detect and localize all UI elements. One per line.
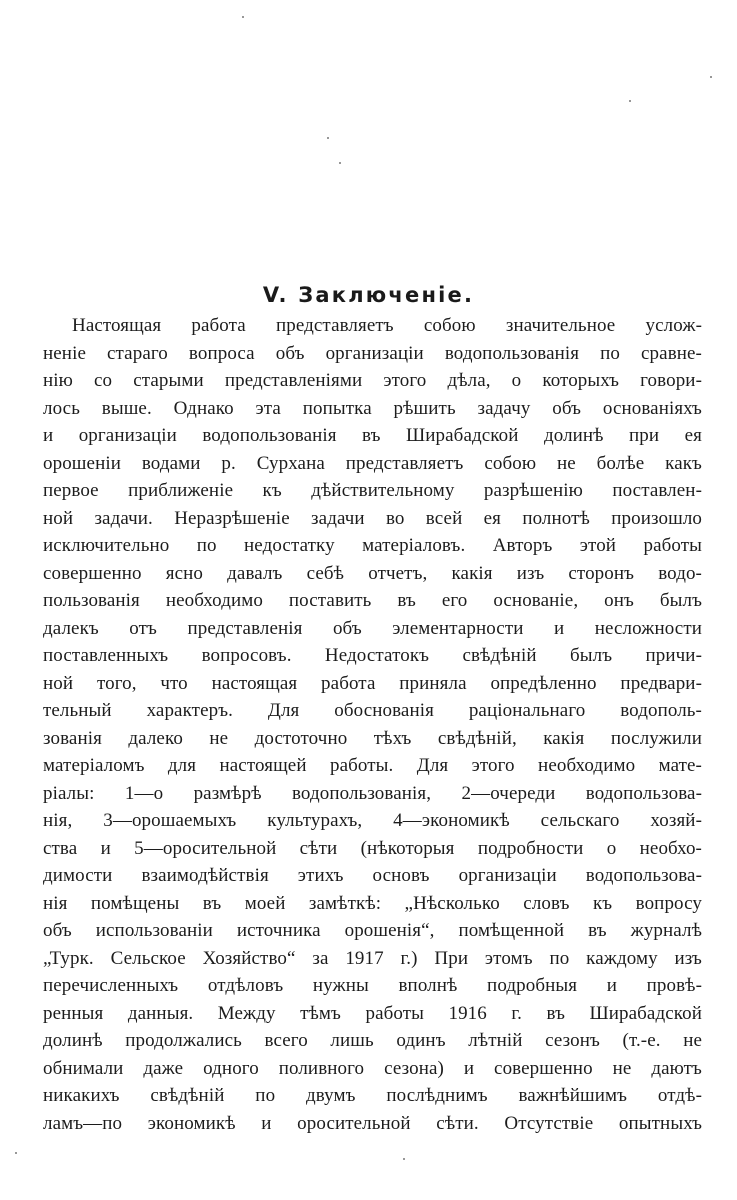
text-line: объ использованіи источника орошенія“, помѣщенной въ журналѣ (43, 920, 702, 941)
text-line: димости взаимодѣйствія этихъ основъ организаціи водопользова- (43, 865, 702, 886)
scan-speck (15, 1152, 17, 1154)
scan-speck (629, 100, 631, 102)
text-line: ной задачи. Неразрѣшеніе задачи во всей ея полнотѣ произошло (43, 507, 702, 529)
text-line: долинѣ продолжались всего лишь одинъ лѣтній сезонъ (т.-е. не (43, 1030, 702, 1051)
text-line: тельный характеръ. Для обоснованія раціональнаго водополь- (43, 700, 702, 721)
text-line: и организаціи водопользованія въ Ширабадской долинѣ при ея (43, 425, 702, 446)
section-title: V. Заключеніе. (262, 283, 475, 307)
scan-speck (710, 76, 712, 78)
text-line: „Турк. Сельское Хозяйство“ за 1917 г.) При этомъ по каждому изъ (43, 947, 702, 969)
text-line: совершенно ясно давалъ себѣ отчетъ, какія изъ сторонъ водо- (43, 562, 702, 584)
text-line: ріалы: 1—о размѣрѣ водопользованія, 2—очереди водопользова- (43, 782, 702, 804)
scan-speck (339, 162, 341, 164)
text-line: поставленныхъ вопросовъ. Недостатокъ свѣдѣній былъ причи- (43, 645, 702, 666)
text-line: неніе стараго вопроса объ организаціи водопользованія по сравне- (43, 342, 702, 364)
text-line: зованія далеко не достоточно тѣхъ свѣдѣній, какія послужили (43, 727, 702, 749)
scan-speck (242, 16, 244, 18)
text-line: лось выше. Однако эта попытка рѣшить задачу объ основаніяхъ (43, 397, 702, 419)
text-line: перечисленныхъ отдѣловъ нужны вполнѣ подробныя и провѣ- (43, 975, 702, 996)
text-line: матеріаломъ для настоящей работы. Для этого необходимо мате- (43, 755, 702, 776)
text-line: ренныя данныя. Между тѣмъ работы 1916 г. въ Ширабадской (43, 1002, 702, 1024)
conclusion-paragraph (43, 312, 702, 1137)
text-line: далекъ отъ представленія объ элементарности и несложности (43, 617, 702, 639)
text-line: нія помѣщены въ моей замѣткѣ: „Нѣсколько словъ къ вопросу (43, 892, 702, 914)
text-line: орошеніи водами р. Сурхана представляетъ собою не болѣе какъ (43, 452, 702, 474)
text-line: исключительно по недостатку матеріаловъ. Авторъ этой работы (43, 535, 702, 556)
text-line: ной того, что настоящая работа приняла опредѣленно предвари- (43, 672, 702, 694)
text-line: ламъ—по экономикѣ и оросительной сѣти. Отсутствіе опытныхъ (43, 1112, 702, 1134)
scan-speck (327, 137, 329, 139)
text-line: ства и 5—оросительной сѣти (нѣкоторыя подробности о необхо- (43, 837, 702, 859)
text-line: первое приближеніе къ дѣйствительному разрѣшенію поставлен- (43, 480, 702, 501)
text-line: Настоящая работа представляетъ собою значительное услож- (72, 315, 702, 336)
text-line: пользованія необходимо поставить въ его основаніе, онъ былъ (43, 590, 702, 611)
scan-speck (403, 1158, 405, 1160)
text-line: нія, 3—орошаемыхъ культурахъ, 4—экономикѣ сельскаго хозяй- (43, 810, 702, 831)
text-line: обнимали даже одного поливного сезона) и совершенно не даютъ (43, 1057, 702, 1079)
text-line: нію со старыми представленіями этого дѣла, о которыхъ говори- (43, 370, 702, 391)
text-line: никакихъ свѣдѣній по двумъ послѣднимъ важнѣйшимъ отдѣ- (43, 1085, 702, 1106)
